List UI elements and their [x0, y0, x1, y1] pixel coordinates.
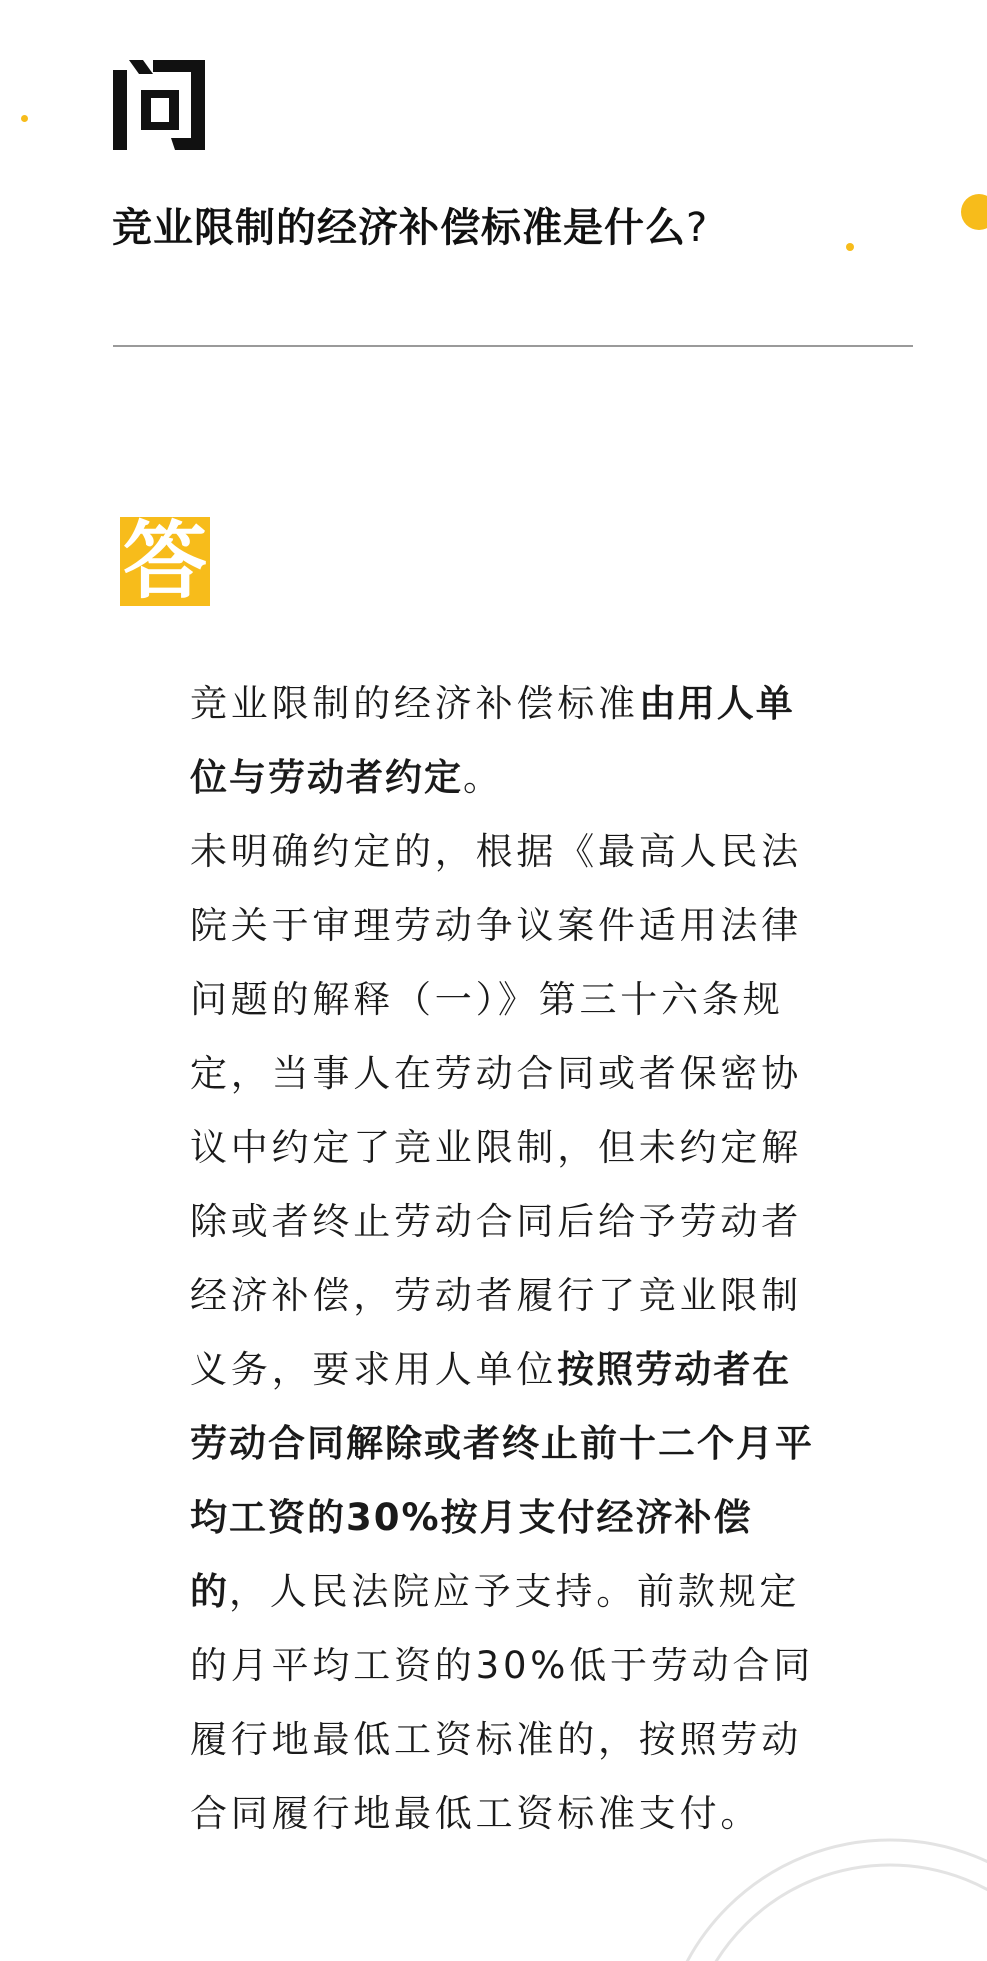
answer-glyph-icon: [120, 512, 210, 610]
answer-paragraph-1: [190, 667, 830, 815]
answer-badge-char: 答: [122, 512, 207, 610]
answer-p1-emphasis: 由用人单位与劳动者约定: [190, 682, 795, 799]
decorative-dot: [21, 115, 28, 122]
answer-body: [190, 667, 830, 1851]
answer-paragraph-2: [190, 815, 830, 1851]
decorative-arcs: [640, 1810, 987, 1961]
question-mark: ?: [686, 205, 709, 251]
answer-p1-text: 竞业限制的经济补偿标准: [190, 682, 639, 725]
question-text: 竞业限制的经济补偿标准是什么: [112, 205, 686, 251]
divider: [113, 345, 913, 347]
decorative-dot: [846, 243, 854, 251]
decorative-dot-large: [961, 194, 987, 230]
answer-p1-end: 。: [463, 756, 504, 799]
question-title: [112, 200, 708, 256]
answer-p2-end: ，人民法院应予支持。前款规定的月平均工资的30%低于劳动合同履行地最低工资标准的，按照劳动合同履行地最低工资标准支付。: [190, 1570, 815, 1835]
question-glyph-icon: [113, 60, 205, 150]
answer-p2-text: 未明确约定的，根据《最高人民法院关于审理劳动争议案件适用法律问题的解释（一）》第三十六条规定，当事人在劳动合同或者保密协议中约定了竞业限制，但未约定解除或者终止劳动合同后给予劳动者经济补偿，劳动者履行了竞业限制义务，要求用人单位: [190, 830, 802, 1391]
answer-p2-emphasis: 按照劳动者在劳动合同解除或者终止前十二个月平均工资的30%按月支付经济补偿的: [190, 1348, 814, 1613]
